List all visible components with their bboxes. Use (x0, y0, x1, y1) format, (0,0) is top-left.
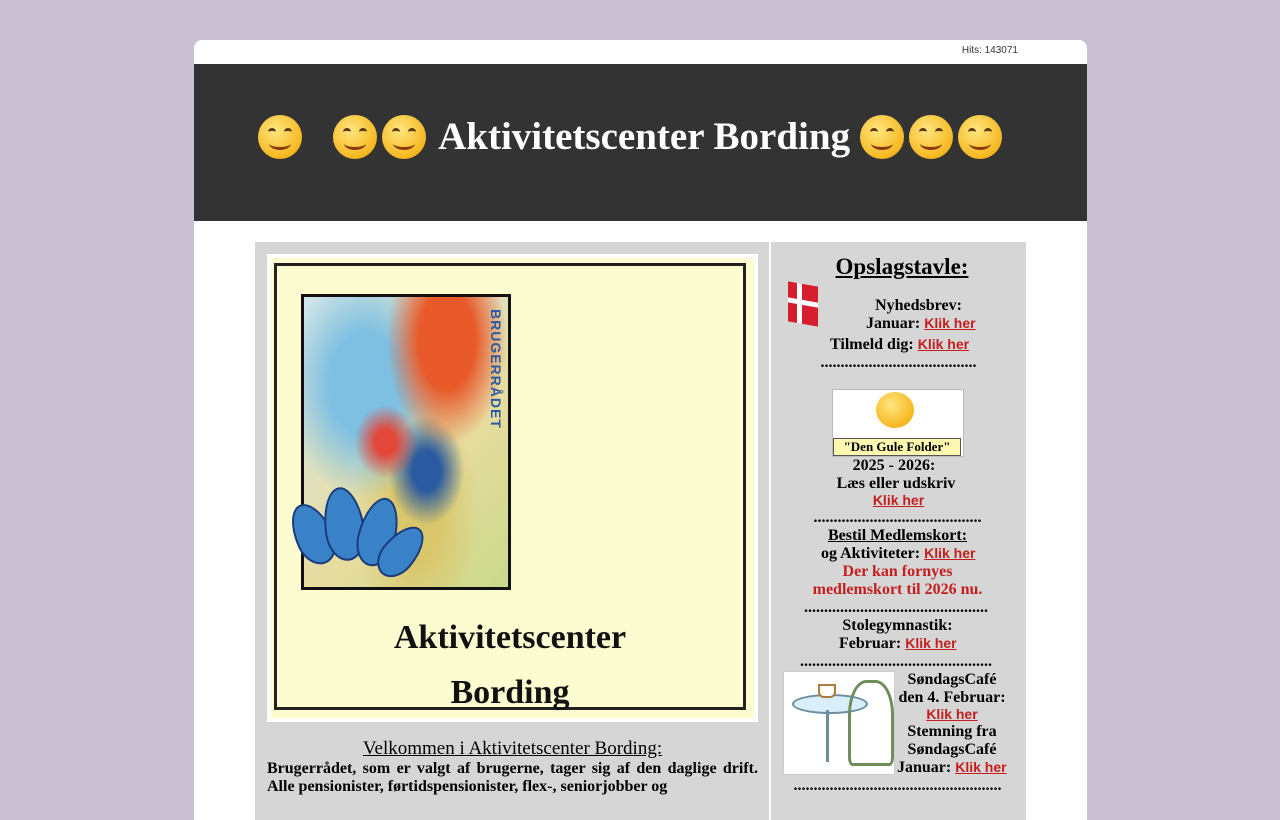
cafe-table-image (783, 671, 895, 775)
subscribe-link[interactable]: Klik her (917, 336, 970, 352)
cafe-month: Januar: (897, 759, 952, 776)
nav-item-bus-ordning[interactable]: Bus-ordning (845, 222, 910, 236)
nav-item-brugerraadet[interactable]: Brugerrådet (364, 222, 428, 236)
nav-item-forsiden[interactable]: Til Forsiden (267, 222, 335, 236)
membership-title: Bestil Medlemskort: (827, 527, 968, 544)
smiley-icon (958, 115, 1002, 159)
board-title: Opslagstavle: (835, 254, 969, 279)
folder-read: Læs eller udskriv (836, 475, 956, 492)
site-title-text: Aktivitetscenter Bording (438, 115, 851, 158)
gym-month: Februar: (839, 635, 902, 652)
poster-title-line1: Aktivitetscenter (393, 619, 627, 656)
smiley-icon (909, 115, 953, 159)
cafe-date: den 4. Februar: (898, 689, 1006, 706)
folder-year: 2025 - 2026: (852, 457, 936, 474)
membership-note-2: medlemskort til 2026 nu. (812, 581, 983, 598)
nav-item-aktiviteter[interactable]: Aktiviteter (649, 222, 702, 236)
subscribe-label: Tilmeld dig: (830, 336, 914, 353)
page (194, 40, 1087, 820)
yellow-folder-image[interactable] (832, 389, 964, 457)
cafe-mood-2: SøndagsCafé (907, 741, 997, 758)
cafe-title: SøndagsCafé (907, 671, 997, 688)
welcome-heading: Velkommen i Aktivitetscenter Bording: (362, 738, 663, 759)
divider: .......................................... (813, 509, 982, 526)
nav-item-spilleglade[interactable]: Til de spilleglade (731, 222, 820, 236)
smiley-icon (333, 115, 377, 159)
folder-link[interactable]: Klik her (872, 492, 925, 508)
thumbs-up-smiley-icon (876, 392, 914, 428)
cafe-mood-1: Stemning fra (907, 723, 997, 740)
poster-image (267, 254, 758, 722)
membership-sub: og Aktiviteter: (821, 545, 921, 562)
intro-text: Brugerrådet, som er valgt af brugerne, tager sig af den daglige drift. Alle pensionister, førtidspensionister, flex-, seniorjobber og (267, 760, 758, 795)
cafe-mood-link[interactable]: Klik her (955, 759, 1007, 775)
smiley-icon (860, 115, 904, 159)
site-header (194, 64, 1087, 236)
divider: .................................................... (793, 777, 1002, 794)
nav-item-billed-galleri[interactable]: Billed-galleri (458, 222, 524, 236)
divider: ................................................ (800, 653, 992, 670)
painting-text: BRUGERRÅDET (488, 309, 504, 429)
nav-item-motions-centret[interactable]: Motions-centret (935, 222, 1018, 236)
divider: ....................................... (820, 354, 977, 371)
gym-title: Stolegymnastik: (842, 617, 953, 634)
cafe-link[interactable]: Klik her (926, 706, 978, 722)
smiley-icon (258, 115, 302, 159)
site-title (258, 114, 1058, 162)
top-bar (194, 40, 1087, 64)
hit-counter: Hits: 143071 (961, 45, 1018, 56)
nav-item-frivillig[interactable]: Frivillig (565, 222, 603, 236)
folder-label: "Den Gule Folder" (833, 438, 961, 456)
painting-image (301, 294, 511, 590)
newsletter-label: Nyhedsbrev: (875, 297, 962, 314)
poster-title-line2: Bording (450, 674, 570, 711)
membership-link[interactable]: Klik her (924, 545, 976, 561)
notice-board (771, 242, 1026, 820)
newsletter-month: Januar: (866, 315, 921, 332)
smiley-icon (382, 115, 426, 159)
divider: .............................................. (804, 599, 988, 616)
gym-link[interactable]: Klik her (905, 635, 957, 651)
membership-note-1: Der kan fornyes (842, 563, 953, 580)
main-content (255, 242, 769, 820)
newsletter-link[interactable]: Klik her (924, 315, 976, 331)
